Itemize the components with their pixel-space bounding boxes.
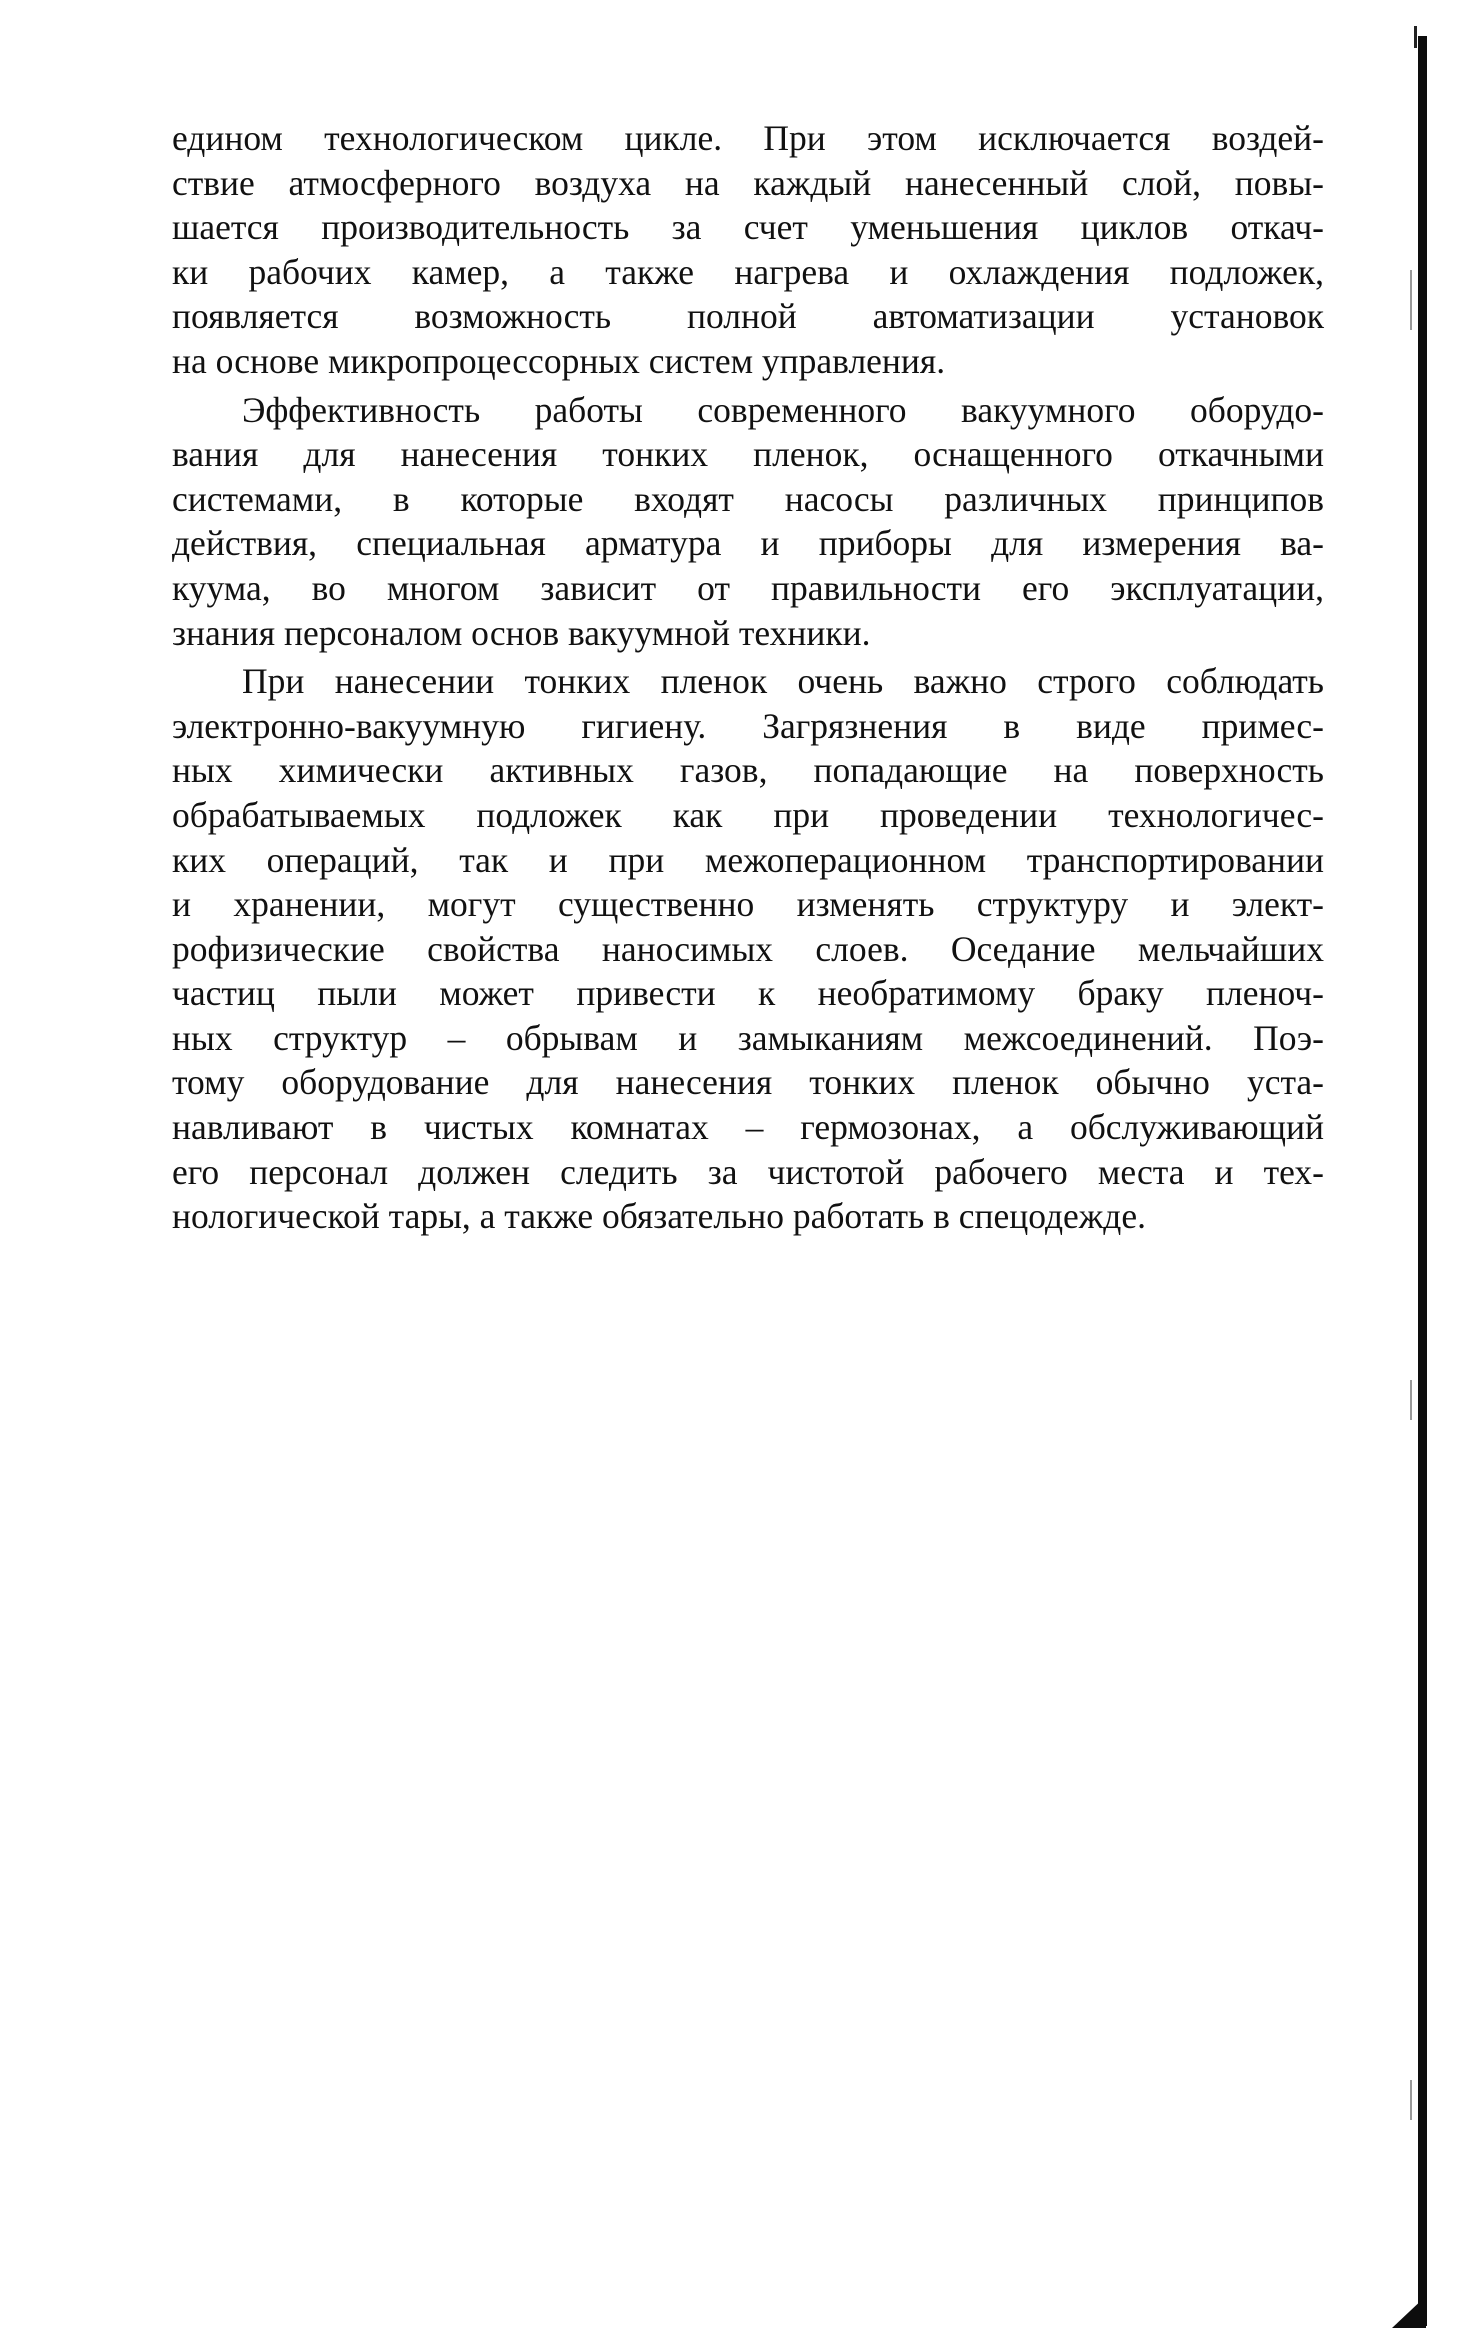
text-line: на основе микропроцессорных систем управления. bbox=[172, 340, 946, 381]
text-line: знания персоналом основ вакуумной техники. bbox=[172, 612, 871, 653]
text-line: ных химически активных газов, попадающие на поверхность bbox=[172, 750, 1324, 791]
text-line: появляется возможность полной автоматизации установок bbox=[172, 296, 1324, 337]
body-text bbox=[172, 116, 1324, 1239]
text-line: нологической тары, а также обязательно работать в спецодежде. bbox=[172, 1196, 1146, 1237]
paragraph-1 bbox=[172, 116, 1324, 384]
text-line: ких операций, так и при межоперационном транспортировании bbox=[172, 839, 1324, 880]
text-line: его персонал должен следить за чистотой рабочего места и тех- bbox=[172, 1151, 1324, 1192]
text-line: При нанесении тонких пленок очень важно строго соблюдать bbox=[242, 661, 1324, 702]
text-line: вания для нанесения тонких пленок, оснащенного откачными bbox=[172, 434, 1324, 475]
text-line: едином технологическом цикле. При этом исключается воздей- bbox=[172, 118, 1324, 158]
text-line: ных структур – обрывам и замыканиям межсоединений. Поэ- bbox=[172, 1017, 1324, 1058]
text-line: ки рабочих камер, а также нагрева и охлаждения подложек, bbox=[172, 251, 1324, 292]
text-line: тому оборудование для нанесения тонких пленок обычно уста- bbox=[172, 1062, 1324, 1103]
text-line: рофизические свойства наносимых слоев. Оседание мельчайших bbox=[172, 928, 1324, 969]
text-line: действия, специальная арматура и приборы для измерения ва- bbox=[172, 523, 1324, 564]
page-edge-mark bbox=[1410, 1380, 1412, 1420]
page-edge-mark bbox=[1410, 270, 1412, 330]
text-line: шается производительность за счет уменьшения циклов откач- bbox=[172, 207, 1324, 248]
paragraph-2 bbox=[172, 388, 1324, 656]
paragraph-3 bbox=[172, 659, 1324, 1239]
page-edge-foot bbox=[1392, 2296, 1426, 2328]
page-edge-tick bbox=[1414, 26, 1417, 48]
text-line: Эффективность работы современного вакуумного оборудо- bbox=[242, 389, 1324, 430]
text-line: навливают в чистых комнатах – гермозонах, а обслуживающий bbox=[172, 1107, 1324, 1148]
text-line: частиц пыли может привести к необратимому браку пленоч- bbox=[172, 973, 1324, 1014]
text-line: куума, во многом зависит от правильности его эксплуатации, bbox=[172, 567, 1324, 608]
text-line: электронно-вакуумную гигиену. Загрязнения в виде примес- bbox=[172, 705, 1324, 746]
text-line: и хранении, могут существенно изменять структуру и элект- bbox=[172, 884, 1324, 925]
text-line: ствие атмосферного воздуха на каждый нанесенный слой, повы- bbox=[172, 162, 1324, 203]
text-line: системами, в которые входят насосы различных принципов bbox=[172, 478, 1324, 519]
page-edge-bar bbox=[1418, 36, 1427, 2326]
page-edge-mark bbox=[1410, 2080, 1412, 2120]
text-line: обрабатываемых подложек как при проведении технологичес- bbox=[172, 794, 1324, 835]
